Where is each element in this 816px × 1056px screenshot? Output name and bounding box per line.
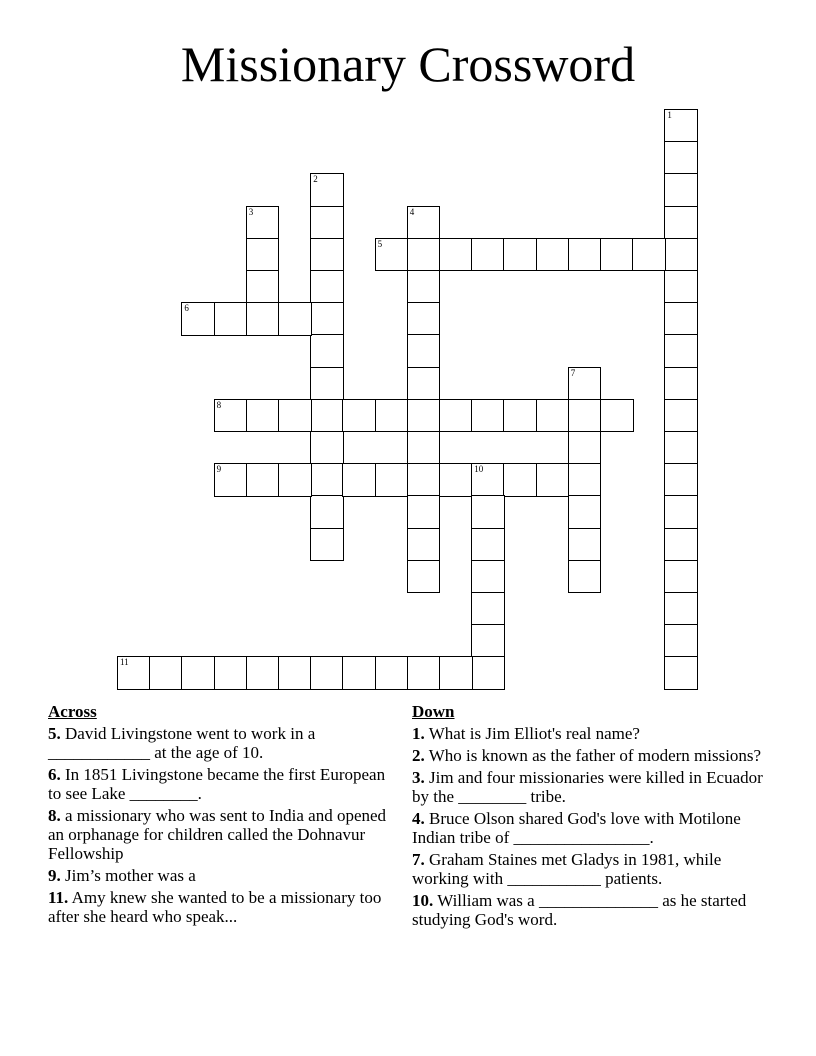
grid-cell[interactable] xyxy=(407,334,441,368)
grid-cell[interactable] xyxy=(536,399,570,433)
grid-cell[interactable] xyxy=(246,270,280,304)
grid-cell[interactable] xyxy=(310,173,344,207)
grid-cell[interactable] xyxy=(503,399,537,433)
across-clues xyxy=(48,702,398,929)
grid-cell[interactable] xyxy=(246,206,280,240)
grid-cell[interactable] xyxy=(664,463,698,497)
grid-cell[interactable] xyxy=(278,463,312,497)
grid-cell[interactable] xyxy=(310,656,344,690)
clue-down-1: 1. What is Jim Elliot's real name? xyxy=(412,724,640,743)
grid-cell[interactable] xyxy=(278,399,312,433)
grid-cell[interactable] xyxy=(407,656,441,690)
grid-cell[interactable] xyxy=(664,560,698,594)
grid-cell[interactable] xyxy=(568,238,602,272)
clue-number: 7 xyxy=(570,367,576,378)
grid-cell[interactable] xyxy=(471,528,505,562)
grid-cell[interactable] xyxy=(664,206,698,240)
clue-number: 9 xyxy=(216,464,222,475)
grid-cell[interactable] xyxy=(664,624,698,658)
grid-cell[interactable] xyxy=(310,399,344,433)
grid-cell[interactable] xyxy=(664,238,698,272)
grid-cell[interactable] xyxy=(471,656,505,690)
grid-cell[interactable] xyxy=(600,399,634,433)
clue-number: 6 xyxy=(184,303,189,314)
grid-cell[interactable] xyxy=(246,656,280,690)
clue-number: 4 xyxy=(409,206,415,217)
clue-across-9: 9. Jim’s mother was a xyxy=(48,866,196,885)
grid-cell[interactable] xyxy=(568,528,602,562)
clue-number: 10 xyxy=(474,464,484,475)
grid-cell[interactable] xyxy=(568,560,602,594)
grid-cell[interactable] xyxy=(600,238,634,272)
grid-cell[interactable] xyxy=(407,367,441,401)
grid-cell[interactable] xyxy=(278,302,312,336)
grid-cell[interactable] xyxy=(439,463,473,497)
grid-cell[interactable] xyxy=(246,399,280,433)
grid-cell[interactable] xyxy=(375,238,409,272)
grid-cell[interactable] xyxy=(214,463,248,497)
grid-cell[interactable] xyxy=(342,656,376,690)
page-title: Missionary Crossword xyxy=(180,36,636,92)
grid-cell[interactable] xyxy=(503,238,537,272)
grid-cell[interactable] xyxy=(664,656,698,690)
grid-cell[interactable] xyxy=(246,302,280,336)
clue-across-8: 8. a missionary who was sent to India and opened an orphanage for children called the Dohnavur Fellowship xyxy=(48,806,387,863)
clue-down-3: 3. Jim and four missionaries were killed in Ecuador by the ________ tribe. xyxy=(412,768,763,806)
grid-cell[interactable] xyxy=(407,560,441,594)
grid-cell[interactable] xyxy=(181,302,215,336)
grid-cell[interactable] xyxy=(664,173,698,207)
grid-cell[interactable] xyxy=(471,592,505,626)
grid-cell[interactable] xyxy=(471,624,505,658)
clue-across-5: 5. David Livingstone went to work in a ____________ at the age of 10. xyxy=(48,724,316,762)
clue-down-10: 10. William was a ______________ as he started studying God's word. xyxy=(412,891,747,929)
grid-cell[interactable] xyxy=(471,399,505,433)
grid-cell[interactable] xyxy=(375,399,409,433)
grid-cell[interactable] xyxy=(664,528,698,562)
grid-cell[interactable] xyxy=(407,238,441,272)
grid-cell[interactable] xyxy=(310,528,344,562)
grid-cell[interactable] xyxy=(342,399,376,433)
clue-number: 8 xyxy=(216,399,222,410)
grid-cell[interactable] xyxy=(310,463,344,497)
clue-number: 2 xyxy=(313,174,318,185)
grid-cell[interactable] xyxy=(310,334,344,368)
grid-cell[interactable] xyxy=(536,463,570,497)
grid-cell[interactable] xyxy=(471,463,505,497)
grid-cell[interactable] xyxy=(278,656,312,690)
grid-cell[interactable] xyxy=(310,206,344,240)
grid-cell[interactable] xyxy=(568,431,602,465)
grid-cell[interactable] xyxy=(568,495,602,529)
across-heading: Across xyxy=(48,702,97,721)
grid-cell[interactable] xyxy=(536,238,570,272)
grid-cell[interactable] xyxy=(568,399,602,433)
grid-cell[interactable] xyxy=(407,495,441,529)
grid-cell[interactable] xyxy=(664,495,698,529)
grid-cell[interactable] xyxy=(407,463,441,497)
grid-cell[interactable] xyxy=(664,109,698,143)
grid-cell[interactable] xyxy=(439,656,473,690)
grid-cell[interactable] xyxy=(632,238,666,272)
clue-number: 11 xyxy=(120,657,129,668)
grid-cell[interactable] xyxy=(214,302,248,336)
clue-across-11: 11. Amy knew she wanted to be a missionary too after she heard who speak... xyxy=(48,888,382,926)
grid-cell[interactable] xyxy=(246,463,280,497)
grid-cell[interactable] xyxy=(342,463,376,497)
grid-cell[interactable] xyxy=(664,367,698,401)
grid-cell[interactable] xyxy=(407,270,441,304)
grid-cell[interactable] xyxy=(471,495,505,529)
grid-cell[interactable] xyxy=(310,367,344,401)
grid-cell[interactable] xyxy=(214,656,248,690)
down-clues xyxy=(412,702,772,932)
grid-cell[interactable] xyxy=(407,206,441,240)
clue-number: 1 xyxy=(667,110,672,120)
grid-cell[interactable] xyxy=(310,431,344,465)
grid-cell[interactable] xyxy=(664,141,698,175)
clue-down-4: 4. Bruce Olson shared God's love with Motilone Indian tribe of ________________. xyxy=(412,809,741,847)
clue-down-2: 2. Who is known as the father of modern missions? xyxy=(412,746,762,765)
grid-cell[interactable] xyxy=(117,656,151,690)
grid-cell[interactable] xyxy=(375,463,409,497)
grid-cell[interactable] xyxy=(149,656,183,690)
grid-cell[interactable] xyxy=(375,656,409,690)
grid-cell[interactable] xyxy=(664,592,698,626)
grid-cell[interactable] xyxy=(439,399,473,433)
grid-cell[interactable] xyxy=(664,270,698,304)
grid-cell[interactable] xyxy=(664,399,698,433)
grid-cell[interactable] xyxy=(568,463,602,497)
grid-cell[interactable] xyxy=(439,238,473,272)
grid-cell[interactable] xyxy=(407,399,441,433)
grid-cell[interactable] xyxy=(503,463,537,497)
grid-cell[interactable] xyxy=(471,238,505,272)
clue-down-7: 7. Graham Staines met Gladys in 1981, while working with ___________ patients. xyxy=(412,850,722,888)
grid-cell[interactable] xyxy=(664,334,698,368)
grid-cell[interactable] xyxy=(568,367,602,401)
grid-cell[interactable] xyxy=(471,560,505,594)
down-heading: Down xyxy=(412,702,455,721)
grid-cell[interactable] xyxy=(407,528,441,562)
grid-cell[interactable] xyxy=(664,431,698,465)
clue-number: 3 xyxy=(248,206,254,217)
grid-cell[interactable] xyxy=(246,238,280,272)
grid-cell[interactable] xyxy=(407,302,441,336)
grid-cell[interactable] xyxy=(310,238,344,272)
clue-number: 5 xyxy=(377,238,383,249)
grid-cell[interactable] xyxy=(664,302,698,336)
grid-cell[interactable] xyxy=(310,270,344,304)
grid-cell[interactable] xyxy=(310,495,344,529)
grid-cell[interactable] xyxy=(407,431,441,465)
grid-cell[interactable] xyxy=(310,302,344,336)
clue-across-6: 6. In 1851 Livingstone became the first European to see Lake ________. xyxy=(48,765,386,803)
grid-cell[interactable] xyxy=(181,656,215,690)
grid-cell[interactable] xyxy=(214,399,248,433)
